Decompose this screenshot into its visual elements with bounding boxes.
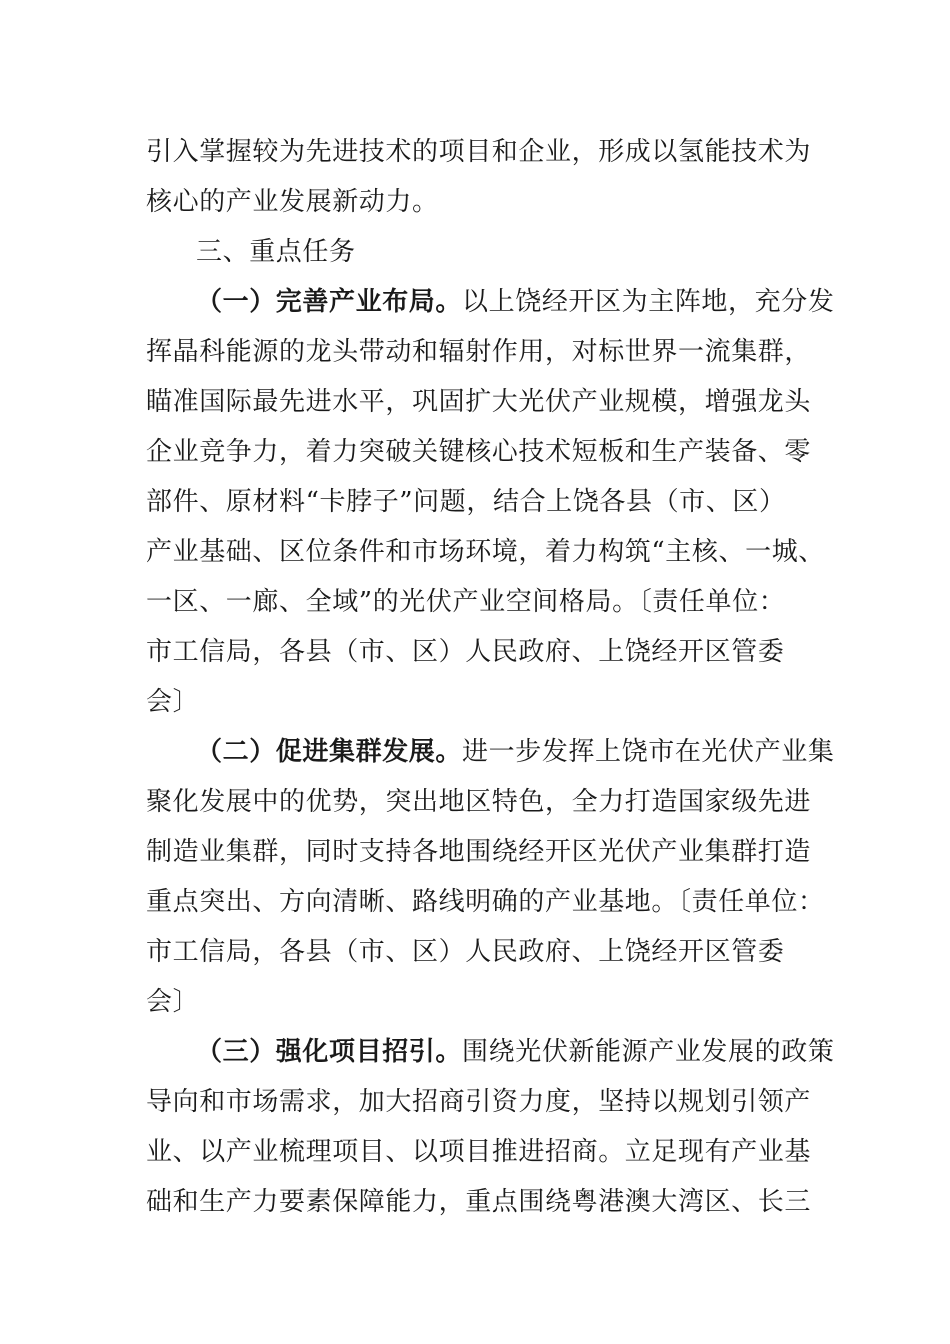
body-text-line: 导向和市场需求，加大招商引资力度，坚持以规划引领产	[146, 1087, 812, 1117]
body-text-line: 聚化发展中的优势，突出地区特色，全力打造国家级先进	[146, 787, 812, 817]
paragraph-text: 围绕光伏新能源产业发展的政策	[462, 1037, 835, 1067]
body-text-line: 瞄准国际最先进水平，巩固扩大光伏产业规模，增强龙头	[146, 387, 812, 417]
body-text-line: 会〕	[146, 987, 200, 1017]
body-text-line: 础和生产力要素保障能力，重点围绕粤港澳大湾区、长三	[146, 1187, 812, 1217]
body-text-line: 一区、一廊、全域”的光伏产业空间格局。〔责任单位：	[146, 587, 786, 617]
paragraph-heading: （一）完善产业布局。	[196, 287, 463, 317]
paragraph-first-line	[196, 736, 834, 768]
paragraph-heading: （三）强化项目招引。	[196, 1037, 463, 1067]
body-text-line: 重点突出、方向清晰、路线明确的产业基地。〔责任单位：	[146, 887, 825, 917]
paragraph-first-line	[196, 286, 834, 318]
body-text-line: 市工信局，各县（市、区）人民政府、上饶经开区管委	[146, 637, 785, 667]
paragraph-text: 进一步发挥上饶市在光伏产业集	[462, 737, 835, 767]
body-text-line: 产业基础、区位条件和市场环境，着力构筑“主核、一城、	[146, 537, 825, 567]
paragraph-first-line	[196, 1036, 834, 1068]
body-text-line: 挥晶科能源的龙头带动和辐射作用，对标世界一流集群，	[146, 337, 812, 367]
body-text-line: 引入掌握较为先进技术的项目和企业，形成以氢能技术为	[146, 137, 812, 167]
body-text-line: 制造业集群，同时支持各地围绕经开区光伏产业集群打造	[146, 837, 812, 867]
body-text-line: 核心的产业发展新动力。	[146, 187, 439, 217]
body-text-line: 市工信局，各县（市、区）人民政府、上饶经开区管委	[146, 937, 785, 967]
paragraph-text: 以上饶经开区为主阵地，充分发	[462, 287, 835, 317]
body-text-line: 部件、原材料“卡脖子”问题，结合上饶各县（市、区）	[146, 487, 786, 517]
body-text-line: 会〕	[146, 687, 200, 717]
section-heading: 三、重点任务	[196, 237, 356, 267]
body-text-line: 业、以产业梳理项目、以项目推进招商。立足现有产业基	[146, 1137, 812, 1167]
body-text-line: 企业竞争力，着力突破关键核心技术短板和生产装备、零	[146, 437, 812, 467]
paragraph-heading: （二）促进集群发展。	[196, 737, 463, 767]
